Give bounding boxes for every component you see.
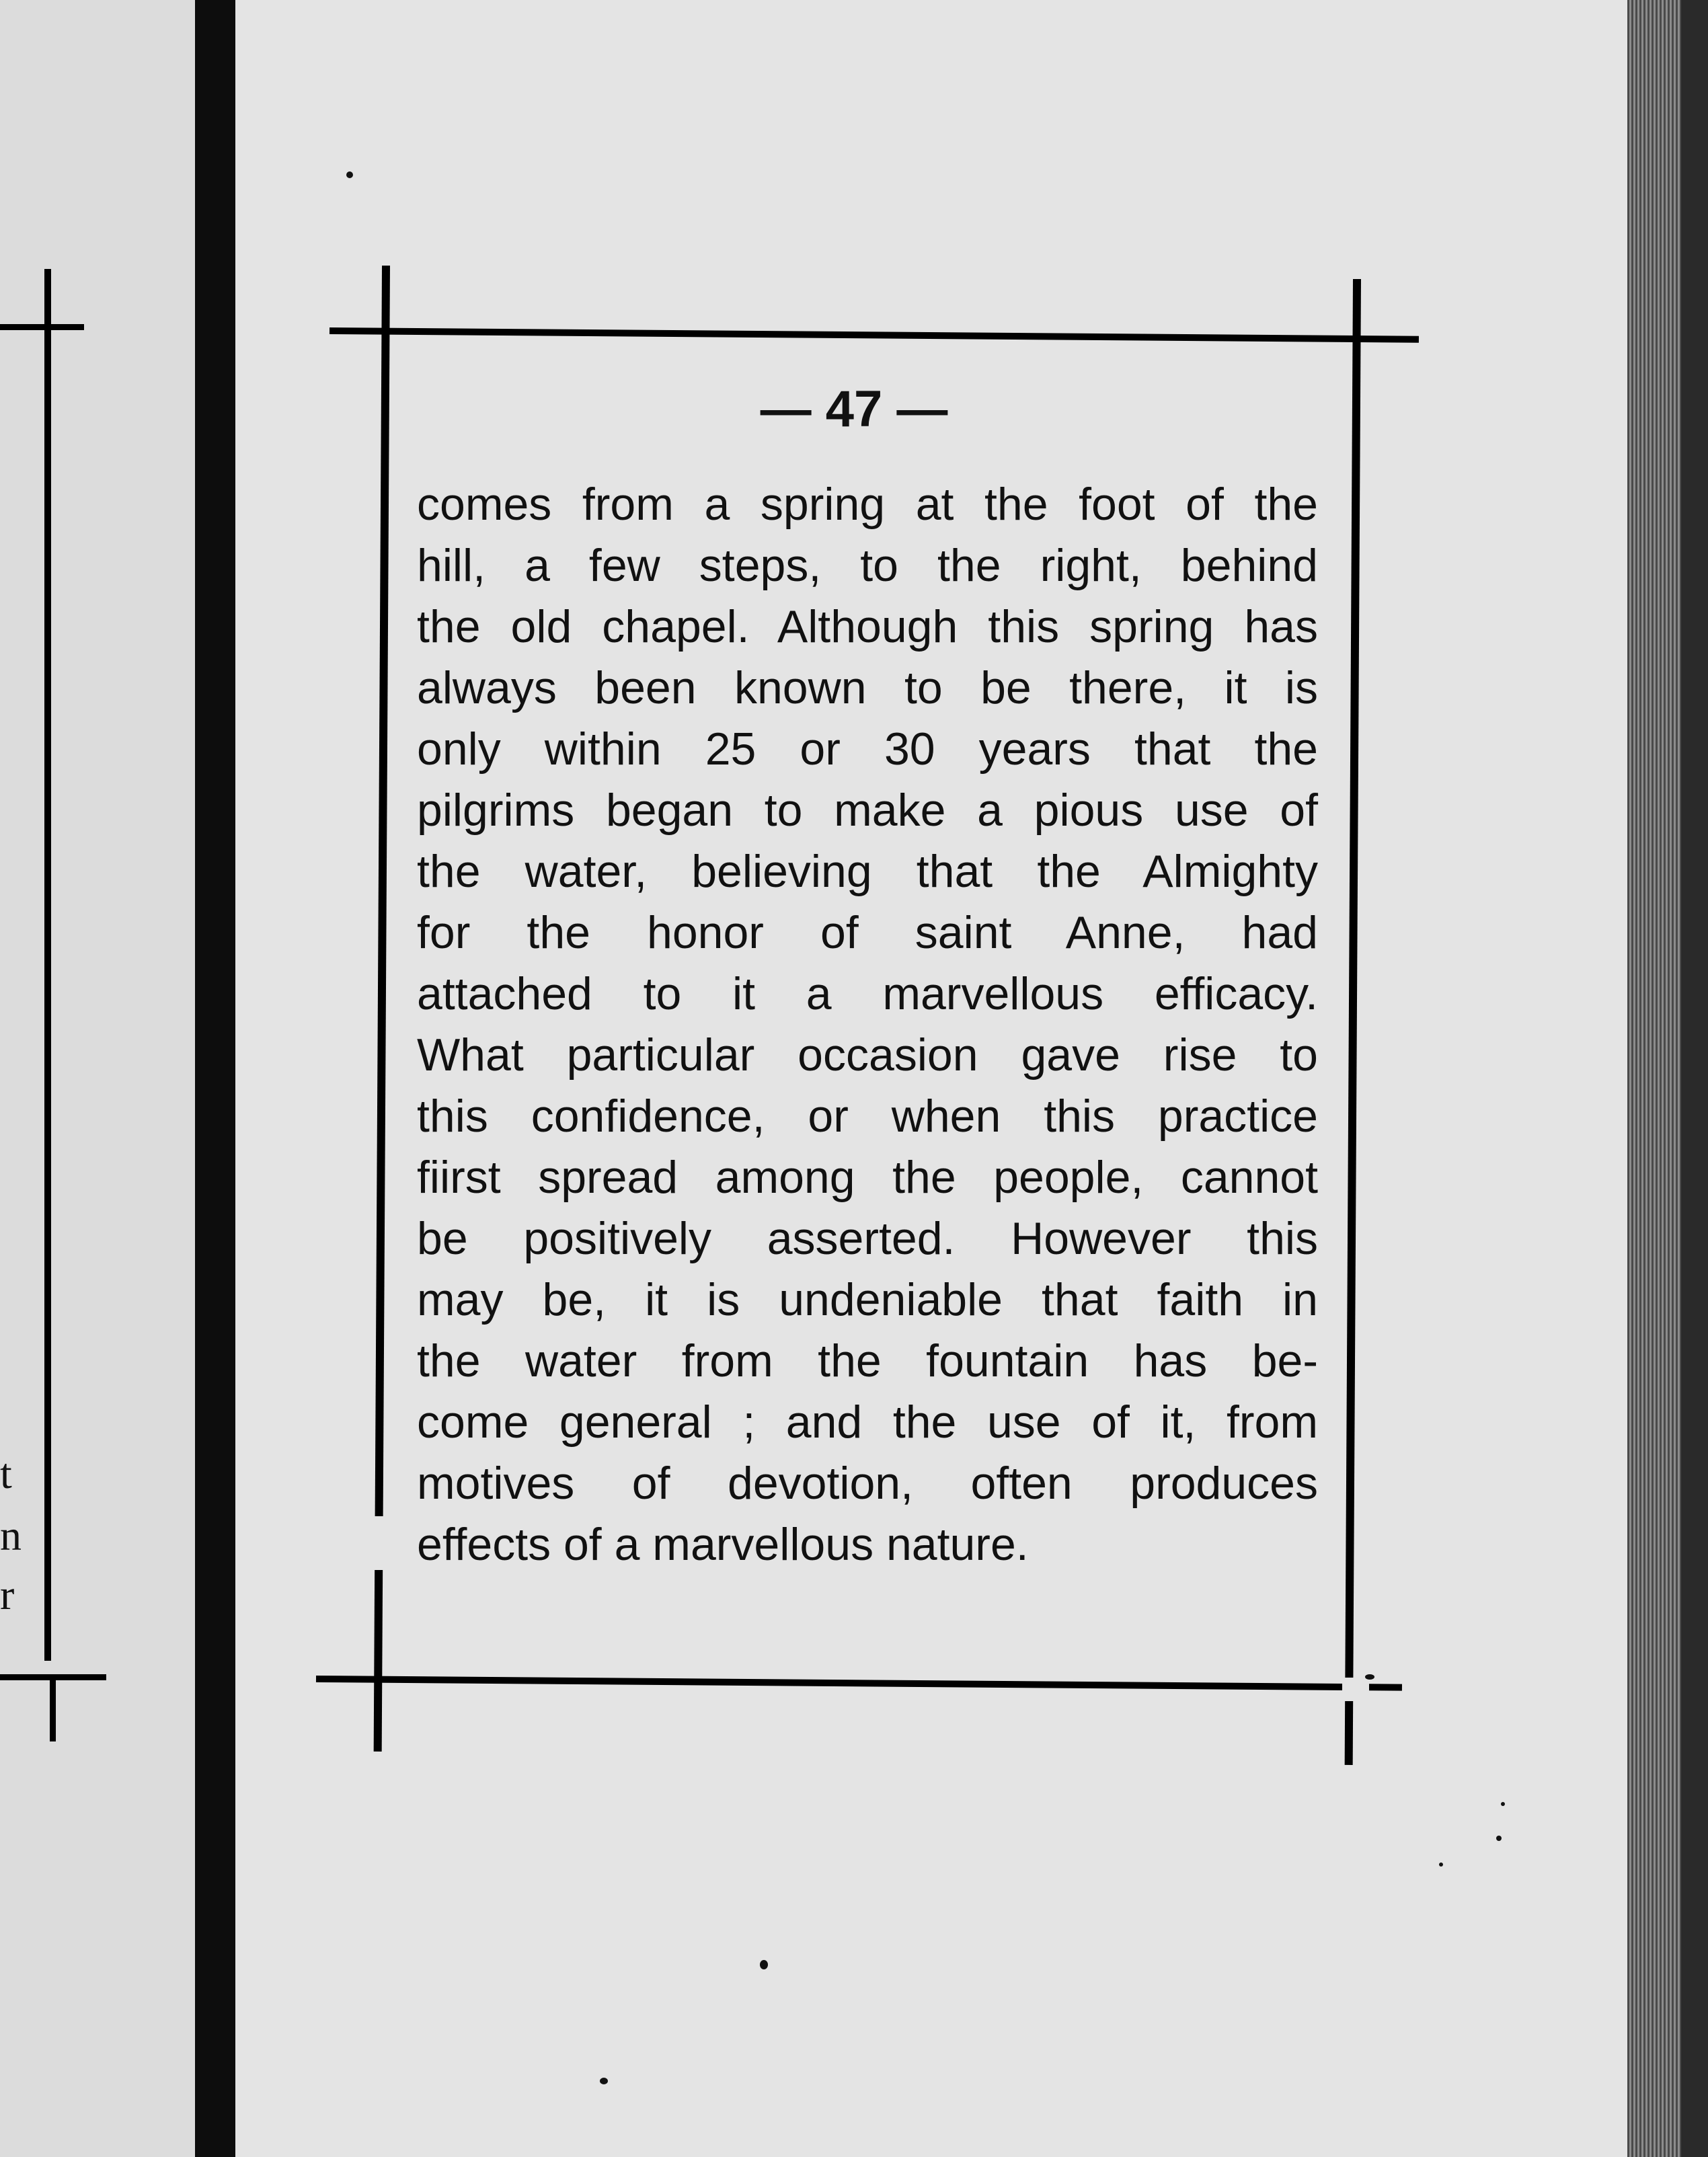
text-line: hill, a few steps, to the right, behind: [417, 540, 1318, 591]
page-body-text: [417, 474, 1318, 1575]
frame-right-rule-gap: [1342, 1678, 1369, 1701]
frame-left-rule-gap: [374, 1516, 399, 1570]
scan-speck: [600, 2078, 608, 2084]
text-line: the water, believing that the Almighty: [417, 846, 1318, 897]
scan-speck: [1496, 1836, 1502, 1841]
text-line: may be, it is undeniable that faith in: [417, 1274, 1318, 1325]
scan-speck: [1501, 1802, 1505, 1806]
page-edges: [1627, 0, 1681, 2157]
facing-page-border-top: [0, 324, 84, 330]
text-line: motives of devotion, often produces: [417, 1458, 1318, 1509]
scan-border: [1681, 0, 1708, 2157]
facing-page-letter: n: [0, 1512, 22, 1559]
text-line: the old chapel. Although this spring has: [417, 601, 1318, 652]
book-gutter: [195, 0, 235, 2157]
facing-page-border-tick: [50, 1678, 56, 1741]
facing-page-border-right: [44, 269, 51, 1661]
scan-speck: [346, 171, 353, 178]
text-line: only within 25 or 30 years that the: [417, 723, 1318, 775]
text-line: fiirst spread among the people, cannot: [417, 1152, 1318, 1203]
text-line: effects of a marvellous nature.: [417, 1519, 1029, 1570]
scan-speck: [1439, 1862, 1443, 1867]
text-line: always been known to be there, it is: [417, 662, 1318, 713]
page-number: — 47 —: [760, 381, 948, 438]
text-line: pilgrims began to make a pious use of: [417, 785, 1318, 836]
text-line: the water from the fountain has be-: [417, 1335, 1318, 1386]
text-line: this confidence, or when this practice: [417, 1091, 1318, 1142]
facing-page-letter: t: [0, 1450, 12, 1497]
text-line: for the honor of saint Anne, had: [417, 907, 1318, 958]
facing-page-letter: r: [0, 1571, 15, 1618]
scan-speck: [760, 1960, 768, 1969]
text-line: be positively asserted. However this: [417, 1213, 1318, 1264]
text-line: come general ; and the use of it, from: [417, 1397, 1318, 1448]
text-line: attached to it a marvellous efficacy.: [417, 968, 1318, 1019]
text-line: comes from a spring at the foot of the: [417, 479, 1318, 530]
text-line: What particular occasion gave rise to: [417, 1029, 1318, 1081]
scan-speck: [1365, 1674, 1374, 1680]
